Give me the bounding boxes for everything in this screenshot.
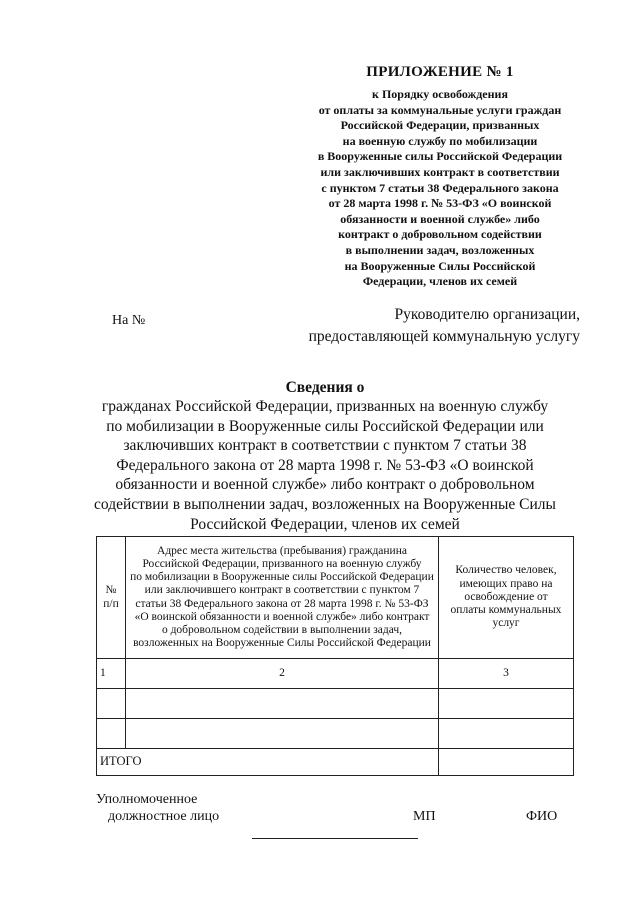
header-cell-count: Количество человек, имеющих право на освобождение от оплаты коммунальных услуг xyxy=(439,537,574,659)
document-subject xyxy=(90,397,560,534)
empty-cell xyxy=(126,689,439,719)
total-row xyxy=(97,749,574,776)
column-number-row xyxy=(97,659,574,689)
empty-cell xyxy=(97,719,126,749)
subject-line: обязанности и военной службе» либо контракт о добровольном xyxy=(115,476,535,494)
appendix-line: контракт о добровольном содействии xyxy=(338,227,542,242)
appendix-block xyxy=(300,64,580,290)
total-label: ИТОГО xyxy=(97,749,439,776)
header-cell-address: Адрес места жительства (пребывания) гражданина Российской Федерации, призванного на военную службу по мобилизации в Вооруженные силы Российской Федерации или заключившего контракт в соответствии с пунктом 7 статьи 38 Федерального закона от 28 марта 1998 г. № 53-ФЗ «О воинской обязанности и военной службе» либо контракт о добровольном содействии в выполнении задач, возложенных на Вооруженные Силы Российской Федерации xyxy=(126,537,439,659)
appendix-title: ПРИЛОЖЕНИЕ № 1 xyxy=(366,64,514,80)
total-value-cell xyxy=(439,749,574,776)
empty-cell xyxy=(439,689,574,719)
appendix-line: от 28 марта 1998 г. № 53-ФЗ «О воинской xyxy=(328,196,552,211)
info-table xyxy=(96,536,574,776)
appendix-line: к Порядку освобождения xyxy=(372,87,508,101)
column-number-cell: 3 xyxy=(439,659,574,689)
full-name-label: ФИО xyxy=(526,809,558,824)
recipient-line: Руководителю организации, xyxy=(394,306,580,323)
table-row xyxy=(97,719,574,749)
appendix-line: обязанности и военной службе» либо xyxy=(340,211,540,226)
subject-line: по мобилизации в Вооруженные силы Российской Федерации или xyxy=(106,417,544,435)
official-label-line2: должностное лицо xyxy=(108,809,220,824)
header-cell-number: № п/п xyxy=(97,537,126,659)
subject-line: содействии в выполнении задач, возложенных на Вооруженные Силы xyxy=(94,495,556,513)
signature-line xyxy=(252,838,418,839)
recipient-line: предоставляющей коммунальную услугу xyxy=(308,328,580,345)
appendix-line: или заключивших контракт в соответствии xyxy=(320,164,560,179)
subject-line: Федерального закона от 28 марта 1998 г. № 53-ФЗ «О воинской xyxy=(116,456,534,474)
empty-cell xyxy=(97,689,126,719)
appendix-line: от оплаты за коммунальные услуги граждан xyxy=(318,102,562,117)
table-header-row xyxy=(97,537,574,659)
subject-line: заключивших контракт в соответствии с пунктом 7 статьи 38 xyxy=(123,437,527,455)
reference-number-label: На № xyxy=(112,313,146,328)
recipient-block xyxy=(300,304,580,348)
column-number-cell: 2 xyxy=(126,659,439,689)
appendix-line: с пунктом 7 статьи 38 Федерального закона xyxy=(321,180,559,195)
appendix-line: на Вооруженные Силы Российской xyxy=(344,258,536,273)
document-heading: Сведения о xyxy=(285,379,365,396)
seal-place-label: МП xyxy=(413,809,436,824)
subject-line: гражданах Российской Федерации, призванных на военную службу xyxy=(101,398,549,415)
appendix-line: в выполнении задач, возложенных xyxy=(345,242,535,257)
subject-line: Российской Федерации, членов их семей xyxy=(190,515,460,533)
appendix-line: Федерации, членов их семей xyxy=(362,274,518,289)
official-label-line1: Уполномоченное xyxy=(96,792,198,807)
empty-cell xyxy=(439,719,574,749)
column-number-cell: 1 xyxy=(97,659,126,689)
appendix-line: Российской Федерации, призванных xyxy=(340,118,540,133)
appendix-line: в Вооруженные силы Российской Федерации xyxy=(317,149,563,164)
empty-cell xyxy=(126,719,439,749)
table-row xyxy=(97,689,574,719)
appendix-line: на военную службу по мобилизации xyxy=(342,133,538,148)
